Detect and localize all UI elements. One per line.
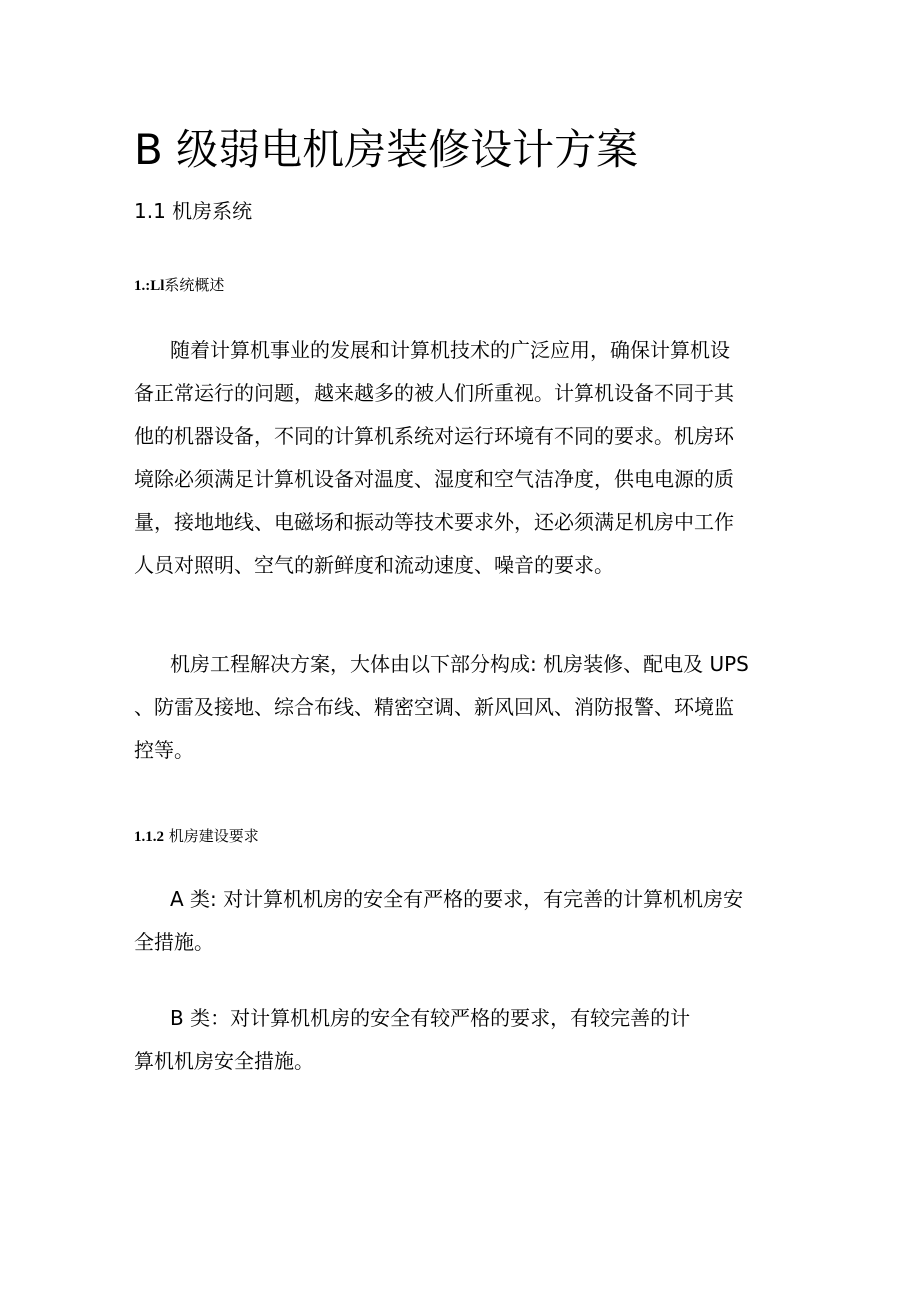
document-title: B 级弱电机房装修设计方案	[134, 125, 639, 174]
paragraph-class-a	[134, 878, 794, 964]
paragraph-line: 量，接地地线、电磁场和振动等技术要求外，还必须满足机房中工作	[134, 510, 734, 534]
paragraph-line: 机房工程解决方案，大体由以下部分构成: 机房装修、配电及 UPS	[170, 652, 749, 676]
paragraph-line: 控等。	[134, 738, 194, 762]
subsection-number: 1.1.2	[134, 829, 164, 845]
subsection-number: 1.:Ll	[134, 278, 165, 294]
section-heading: 1.1 机房系统	[134, 199, 253, 223]
paragraph-line: 随着计算机事业的发展和计算机技术的广泛应用，确保计算机设	[170, 338, 730, 362]
subsection-heading-overview	[134, 274, 224, 297]
paragraph-line: 境除必须满足计算机设备对温度、湿度和空气洁净度，供电电源的质	[134, 467, 734, 491]
subsection-label: 系统概述	[164, 276, 225, 294]
subsection-label: 机房建设要求	[168, 827, 259, 845]
paragraph-line: A 类: 对计算机机房的安全有严格的要求，有完善的计算机机房安	[170, 887, 744, 911]
paragraph-line: 、防雷及接地、综合布线、精密空调、新风回风、消防报警、环境监	[134, 695, 734, 719]
paragraph-line: 全措施。	[134, 930, 214, 954]
paragraph-line: 人员对照明、空气的新鲜度和流动速度、噪音的要求。	[134, 553, 614, 577]
paragraph-class-b	[134, 997, 794, 1083]
paragraph-overview	[134, 329, 794, 587]
paragraph-line: B 类：对计算机机房的安全有较严格的要求，有较完善的计	[170, 1006, 691, 1030]
paragraph-line: 算机机房安全措施。	[134, 1049, 314, 1073]
paragraph-line: 备正常运行的问题，越来越多的被人们所重视。计算机设备不同于其	[134, 381, 734, 405]
subsection-heading-requirements	[134, 825, 259, 848]
paragraph-line: 他的机器设备，不同的计算机系统对运行环境有不同的要求。机房环	[134, 424, 734, 448]
paragraph-solution	[134, 643, 794, 772]
